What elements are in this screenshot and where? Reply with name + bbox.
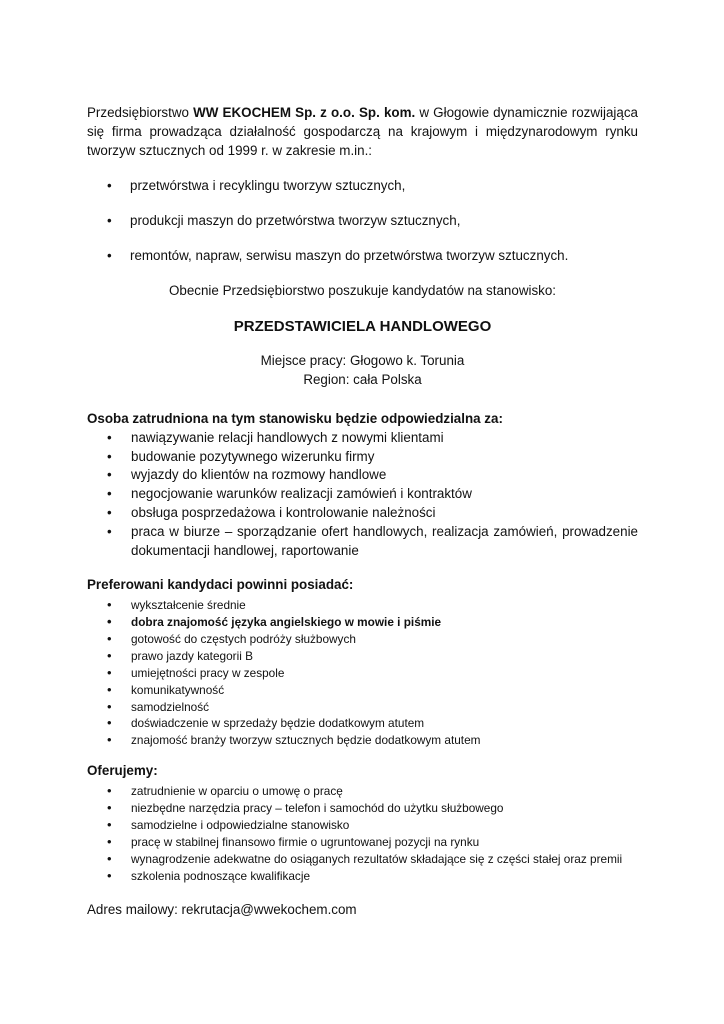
list-item: • znajomość branży tworzyw sztucznych będzie dodatkowym atutem	[87, 732, 638, 749]
list-item: • samodzielność	[87, 699, 638, 716]
offer-heading: Oferujemy:	[87, 763, 158, 779]
list-item: • obsługa posprzedażowa i kontrolowanie należności	[87, 504, 638, 523]
intro-text-start: Przedsiębiorstwo	[87, 105, 194, 120]
searching-text: Obecnie Przedsiębiorstwo poszukuje kandydatów na stanowisko:	[168, 282, 557, 298]
list-item: • remontów, napraw, serwisu maszyn do przetwórstwa tworzyw sztucznych.	[87, 247, 638, 266]
list-item: • wyjazdy do klientów na rozmowy handlowe	[87, 466, 638, 485]
list-item: • negocjowanie warunków realizacji zamówień i kontraktów	[87, 485, 638, 504]
list-item: • przetwórstwa i recyklingu tworzyw sztucznych,	[87, 177, 638, 196]
list-item: • gotowość do częstych podróży służbowych	[87, 631, 638, 648]
list-item: • budowanie pozytywnego wizerunku firmy	[87, 448, 638, 467]
list-item: • niezbędne narzędzia pracy – telefon i samochód do użytku służbowego	[87, 800, 638, 817]
position-title: PRZEDSTAWICIELA HANDLOWEGO	[233, 317, 492, 335]
list-item: • doświadczenie w sprzedaży będzie dodatkowym atutem	[87, 715, 638, 732]
list-item: • pracę w stabilnej finansowo firmie o ugruntowanej pozycji na rynku	[87, 834, 638, 851]
offer-list	[87, 783, 638, 884]
list-item: • nawiązywanie relacji handlowych z nowymi klientami	[87, 429, 638, 448]
list-item: • praca w biurze – sporządzanie ofert handlowych, realizacja zamówień, prowadzenie dokumentacji handlowej, raportowanie	[87, 523, 638, 561]
list-item: • wykształcenie średnie	[87, 597, 638, 614]
list-item: • prawo jazdy kategorii B	[87, 648, 638, 665]
list-item: • dobra znajomość języka angielskiego w mowie i piśmie	[87, 614, 638, 631]
intro-text-end: w Głogowie dynamicznie rozwijająca się firma prowadząca działalność gospodarczą na krajowym i międzynarodowym rynku tworzyw sztucznych od 1999 r. w zakresie m.in.:	[87, 105, 638, 158]
list-item: • wynagrodzenie adekwatne do osiąganych rezultatów składające się z części stałej oraz premii	[87, 851, 638, 868]
requirements-list	[87, 597, 638, 749]
responsibilities-heading: Osoba zatrudniona na tym stanowisku będzie odpowiedzialna za:	[87, 410, 503, 426]
email-address: Adres mailowy: rekrutacja@wwekochem.com	[87, 901, 357, 917]
activities-list	[87, 177, 638, 265]
list-item: • komunikatywność	[87, 682, 638, 699]
list-item: • umiejętności pracy w zespole	[87, 665, 638, 682]
region-text: Region: cała Polska	[303, 372, 422, 388]
company-name: WW EKOCHEM Sp. z o.o. Sp. kom.	[193, 105, 416, 120]
list-item: • zatrudnienie w oparciu o umowę o pracę	[87, 783, 638, 800]
list-item: • samodzielne i odpowiedzialne stanowisko	[87, 817, 638, 834]
responsibilities-list	[87, 429, 638, 561]
intro-paragraph	[87, 104, 638, 160]
document-content	[87, 104, 638, 933]
list-item: • produkcji maszyn do przetwórstwa tworzyw sztucznych,	[87, 212, 638, 231]
workplace-text: Miejsce pracy: Głogowo k. Torunia	[260, 353, 465, 369]
requirements-heading: Preferowani kandydaci powinni posiadać:	[87, 577, 354, 593]
list-item: • szkolenia podnoszące kwalifikacje	[87, 868, 638, 885]
